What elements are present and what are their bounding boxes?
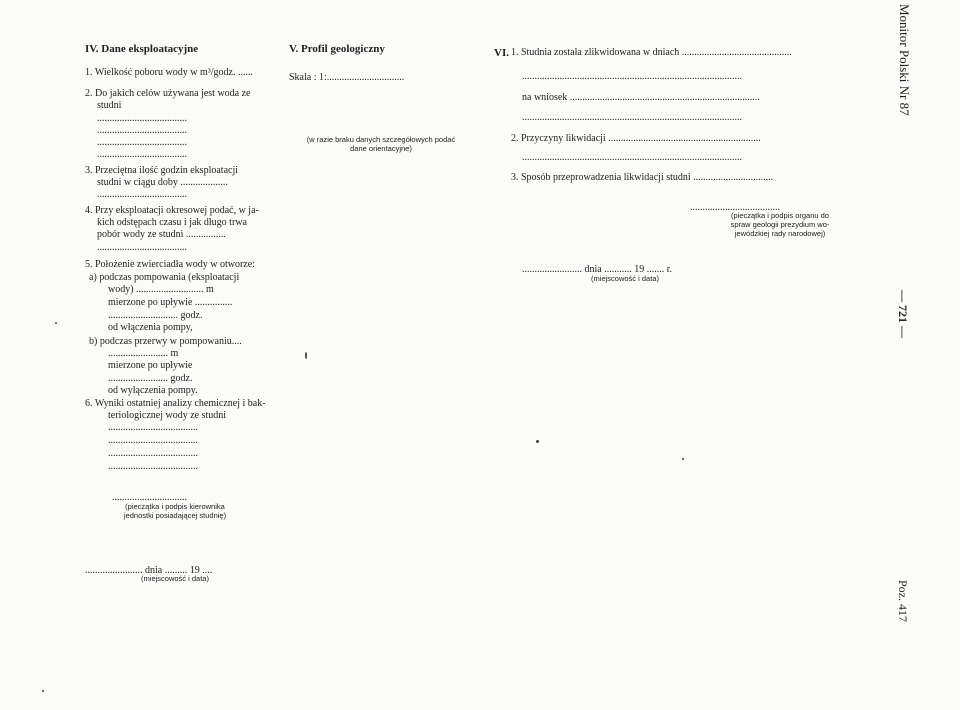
item-4-periodic-cont2: pobór wody ze studni ................ xyxy=(97,229,226,240)
section-iv-heading: IV. Dane eksploatacyjne xyxy=(85,43,199,55)
stamp-line: .................................... xyxy=(690,202,780,213)
vi-date-label: (miejscowość i data) xyxy=(591,274,659,283)
item-5a-m: wody) ........................... m xyxy=(108,284,214,295)
fill-line: .................................... xyxy=(97,189,187,200)
item-4-periodic: 4. Przy eksploatacji okresowej podać, w ja- xyxy=(85,205,259,216)
item-2-purpose-cont: studni xyxy=(97,100,122,111)
date-label: (miejscowość i data) xyxy=(141,574,209,583)
fill-line: .................................... xyxy=(108,435,198,446)
item-4-periodic-cont1: kich odstępach czasu i jak długo trwa xyxy=(97,217,247,228)
date-line: ....................... dnia ......... 19 .... xyxy=(85,565,213,576)
signature-label: (pieczątka i podpis kierownika jednostki posiadającej studnię) xyxy=(123,502,227,520)
scan-speck xyxy=(55,322,57,324)
item-5a-measured: mierzone po upływie ............... xyxy=(108,297,233,308)
item-5b-measured: mierzone po upływie xyxy=(108,360,193,371)
fill-line: .................................... xyxy=(97,137,187,148)
item-1-request: na wniosek ............................................................................ xyxy=(522,92,760,103)
section-v-heading: V. Profil geologiczny xyxy=(289,43,385,55)
fill-line: .................................... xyxy=(97,113,187,124)
fill-line: ........................................................................................ xyxy=(522,112,742,123)
item-5a-hours: ............................ godz. xyxy=(108,310,203,321)
scan-speck xyxy=(42,690,44,692)
item-3-method: 3. Sposób przeprowadzenia likwidacji studni ................................ xyxy=(511,172,774,183)
section-vi-heading: VI. xyxy=(494,47,509,59)
fill-line: .................................... xyxy=(97,149,187,160)
item-5b-m: ........................ m xyxy=(108,348,179,359)
item-6-analysis-cont: teriologicznej wody ze studni xyxy=(108,410,227,421)
item-6-analysis: 6. Wyniki ostatniej analizy chemicznej i bak- xyxy=(85,398,266,409)
item-5a-pump-on: od włączenia pompy, xyxy=(108,322,193,333)
stamp-label: (pieczątka i podpis organu do spraw geologii prezydium wo- jewódzkiej rady narodowej) xyxy=(730,211,830,238)
fill-line: ........................................................................................ xyxy=(522,71,742,82)
item-1-liquidated: 1. Studnia została zlikwidowana w dniach ............................................ xyxy=(511,47,792,58)
position-number: Poz. 417 xyxy=(896,580,910,622)
fill-line: .................................... xyxy=(108,461,198,472)
scan-speck xyxy=(682,458,684,460)
item-5b: b) podczas przerwy w pompowaniu.... xyxy=(89,336,242,347)
fill-line: .................................... xyxy=(97,125,187,136)
geology-note: (w razie braku danych szczegółowych podać dane orientacyjne) xyxy=(306,135,456,153)
fill-line: ........................................................................................ xyxy=(522,152,742,163)
item-2-purpose: 2. Do jakich celów używana jest woda ze xyxy=(85,88,251,99)
vi-date-line: ........................ dnia ........... 19 ....... r. xyxy=(522,264,672,275)
scan-speck xyxy=(536,440,539,443)
fill-line: .................................... xyxy=(108,448,198,459)
item-5b-hours: ........................ godz. xyxy=(108,373,193,384)
scan-speck xyxy=(305,352,307,359)
item-2-reasons: 2. Przyczyny likwidacji ............................................................. xyxy=(511,133,761,144)
signature-line: .............................. xyxy=(112,492,187,503)
item-5-water-level: 5. Położenie zwierciadła wody w otworze: xyxy=(85,259,255,270)
fill-line: .................................... xyxy=(108,422,198,433)
fill-line: .................................... xyxy=(97,242,187,253)
item-3-hours: 3. Przeciętna ilość godzin eksploatacji xyxy=(85,165,239,176)
item-3-hours-cont: studni w ciągu doby ................... xyxy=(97,177,228,188)
scale-field: Skala : 1:............................... xyxy=(289,72,405,83)
page-number: — 721 — xyxy=(896,290,910,338)
journal-title: Monitor Polski Nr 87 xyxy=(897,4,912,116)
item-5a: a) podczas pompowania (eksploatacji xyxy=(89,272,240,283)
item-5b-pump-off: od wyłączenia pompy. xyxy=(108,385,198,396)
item-1-water-intake: 1. Wielkość poboru wody w m³/godz. ...... xyxy=(85,67,253,78)
